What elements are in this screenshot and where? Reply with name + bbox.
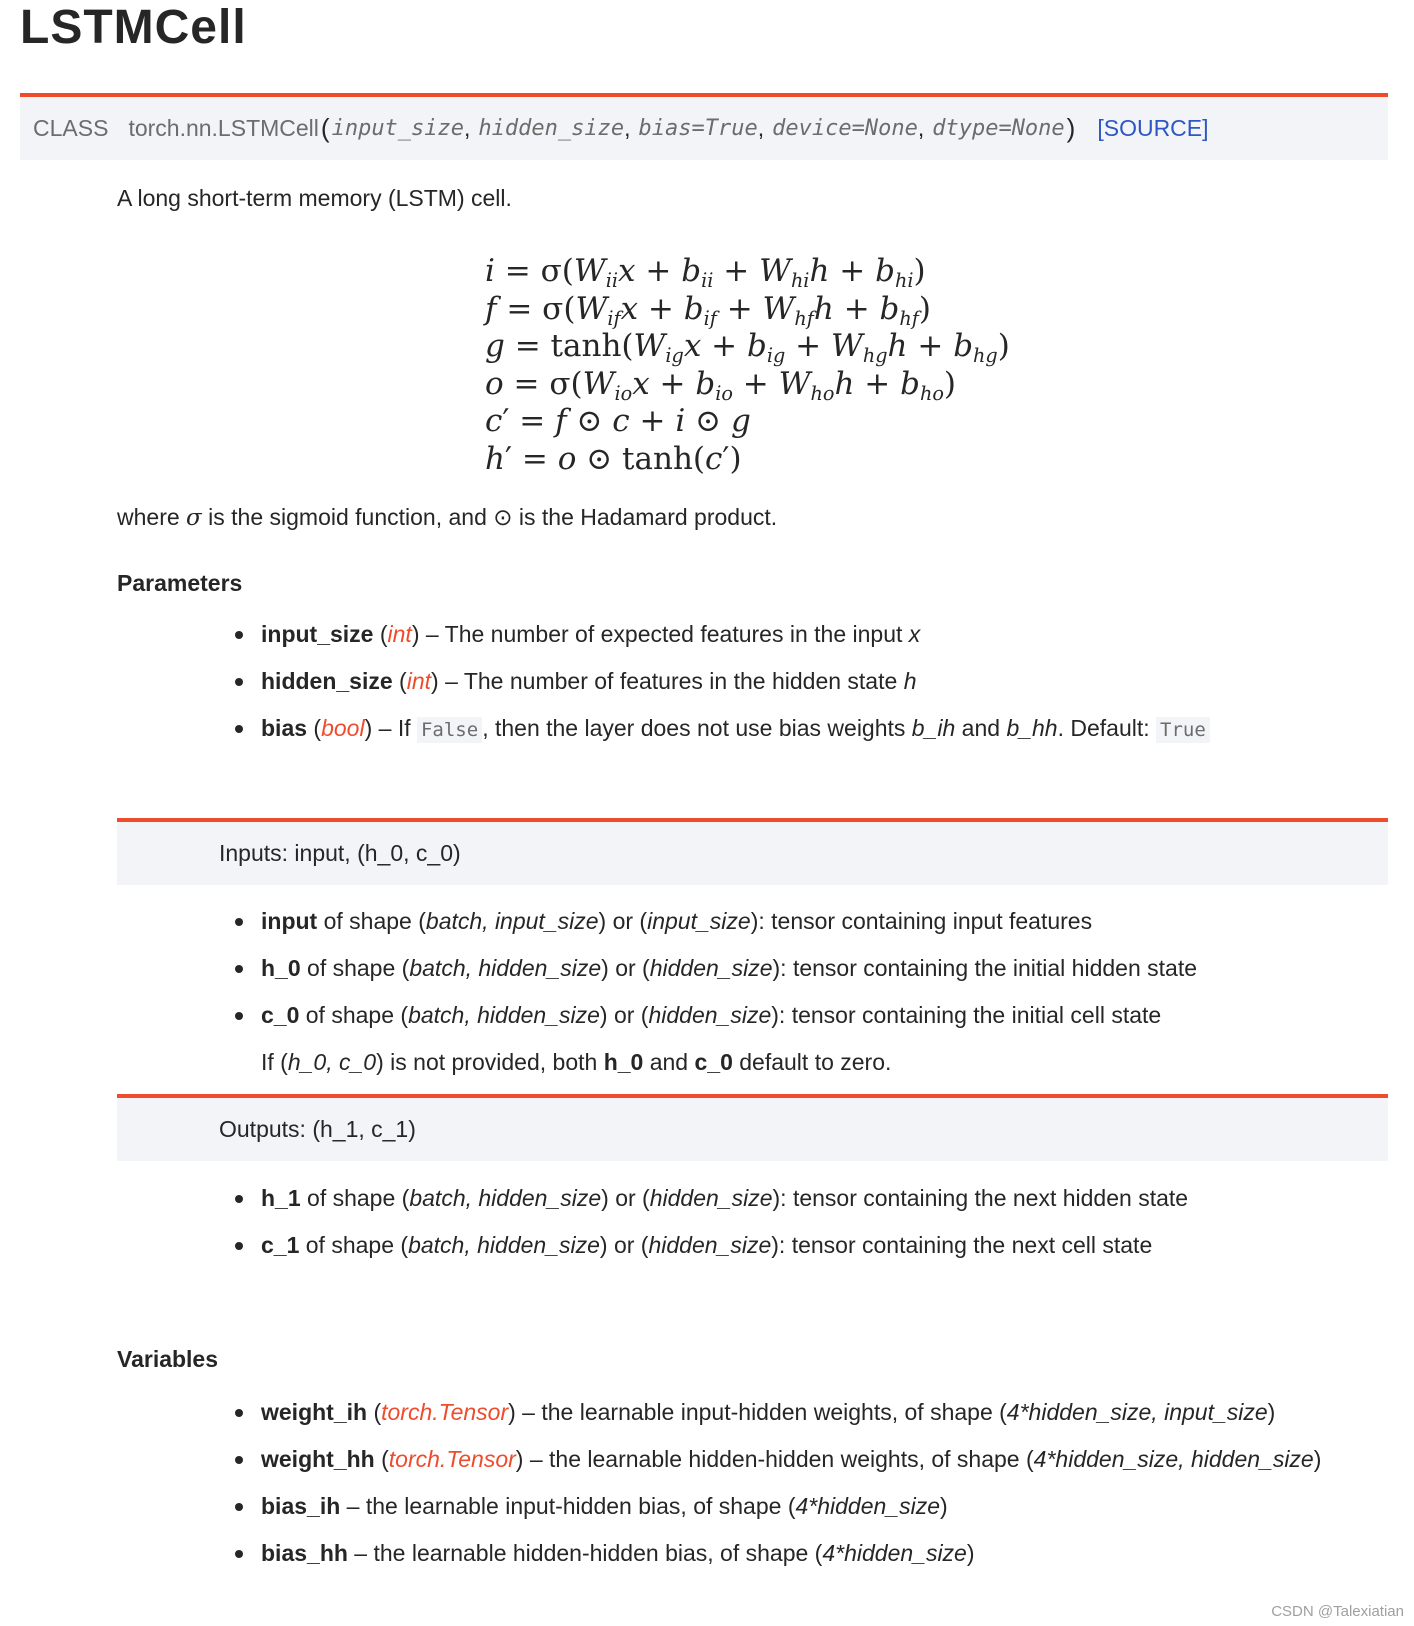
variables-heading: Variables [117,1346,219,1372]
code-true: True [1156,717,1210,743]
signature-close-paren: ) [1066,113,1076,143]
equation-cell-state: c′ = f ⊙ c + i ⊙ g [485,403,751,439]
param-name: input_size [261,621,374,647]
list-item: bias (bool) – If False , then the layer does not use bias weights b_ih and b_hh. Default: True [235,713,1210,760]
inputs-band: Inputs: input, (h_0, c_0) [117,818,1388,885]
equation-cell-gate: $g = \tanh(W_{ig}x + b_{ig} + W_{hg}h + b_{hg})$ [485,328,1010,367]
inputs-list [235,906,1197,1047]
outputs-list [235,1183,1188,1277]
type-link[interactable]: torch.Tensor [388,1446,516,1472]
signature-arg: dtype=None [932,116,1065,141]
list-item: hidden_size (int) – The number of features in the hidden state h [235,666,1210,713]
list-item: weight_hh (torch.Tensor) – the learnable hidden-hidden weights, of shape (4*hidden_size, hidden_size) [235,1444,1321,1491]
source-link[interactable]: [SOURCE] [1097,115,1209,141]
signature-arg: input_size [331,116,465,141]
odot-symbol: ⊙ [493,504,513,530]
parameters-heading: Parameters [117,570,243,596]
list-item: h_0 of shape (batch, hidden_size) or (hidden_size): tensor containing the initial hidden state [235,953,1197,1000]
signature-arg: hidden_size [478,116,625,141]
list-item: h_1 of shape (batch, hidden_size) or (hidden_size): tensor containing the next hidden state [235,1183,1188,1230]
type-link[interactable]: int [387,621,412,647]
class-name: torch.nn.LSTMCell [128,115,319,141]
parameters-list [235,619,1210,760]
signature-open-paren: ( [320,113,330,143]
list-item: input of shape (batch, input_size) or (input_size): tensor containing input features [235,906,1197,953]
param-name: hidden_size [261,668,393,694]
where-text: where σ is the sigmoid function, and ⊙ is the Hadamard product. [117,504,778,531]
param-name: bias [261,715,308,741]
type-link[interactable]: bool [321,715,365,741]
intro-text: A long short-term memory (LSTM) cell. [117,185,512,211]
class-label: CLASS [33,115,109,141]
signature-arg: bias=True [638,116,758,141]
inputs-note: If (h_0, c_0) is not provided, both h_0 and c_0 default to zero. [261,1049,892,1075]
watermark: CSDN @Talexiatian [1271,1603,1404,1620]
list-item: input_size (int) – The number of expected features in the input x [235,619,1210,666]
variables-list [235,1397,1321,1585]
list-item: c_0 of shape (batch, hidden_size) or (hidden_size): tensor containing the initial cell state [235,1000,1197,1047]
class-signature: CLASS torch.nn.LSTMCell ( input_size , hidden_size , bias=True , device=None , dtype=None ) [SOURCE] [20,93,1388,160]
type-link[interactable]: int [406,668,432,694]
list-item: bias_ih – the learnable input-hidden bias, of shape (4*hidden_size) [235,1491,1321,1538]
type-link[interactable]: torch.Tensor [381,1399,509,1425]
equation-hidden-state: h′ = o ⊙ tanh(c′) [485,440,742,477]
list-item: weight_ih (torch.Tensor) – the learnable input-hidden weights, of shape (4*hidden_size, input_size) [235,1397,1321,1444]
equation-output-gate: $o = \sigma(W_{io}x + b_{io} + W_{ho}h + b_{ho})$ [485,365,956,405]
sigma-symbol: σ [186,505,202,531]
signature-arg: device=None [772,116,918,141]
lstm-equations [485,253,1010,478]
outputs-band: Outputs: (h_1, c_1) [117,1094,1388,1161]
equation-forget-gate: $f = \sigma(W_{if}x + b_{if} + W_{hf}h + b_{hf})$ [485,290,931,330]
list-item: bias_hh – the learnable hidden-hidden bias, of shape (4*hidden_size) [235,1538,1321,1585]
page-title: LSTMCell [20,1,247,54]
list-item: c_1 of shape (batch, hidden_size) or (hidden_size): tensor containing the next cell state [235,1230,1188,1277]
code-false: False [417,717,482,743]
equation-input-gate: $i = \sigma(W_{ii}x + b_{ii} + W_{hi}h + b_{hi})$ [485,253,926,292]
